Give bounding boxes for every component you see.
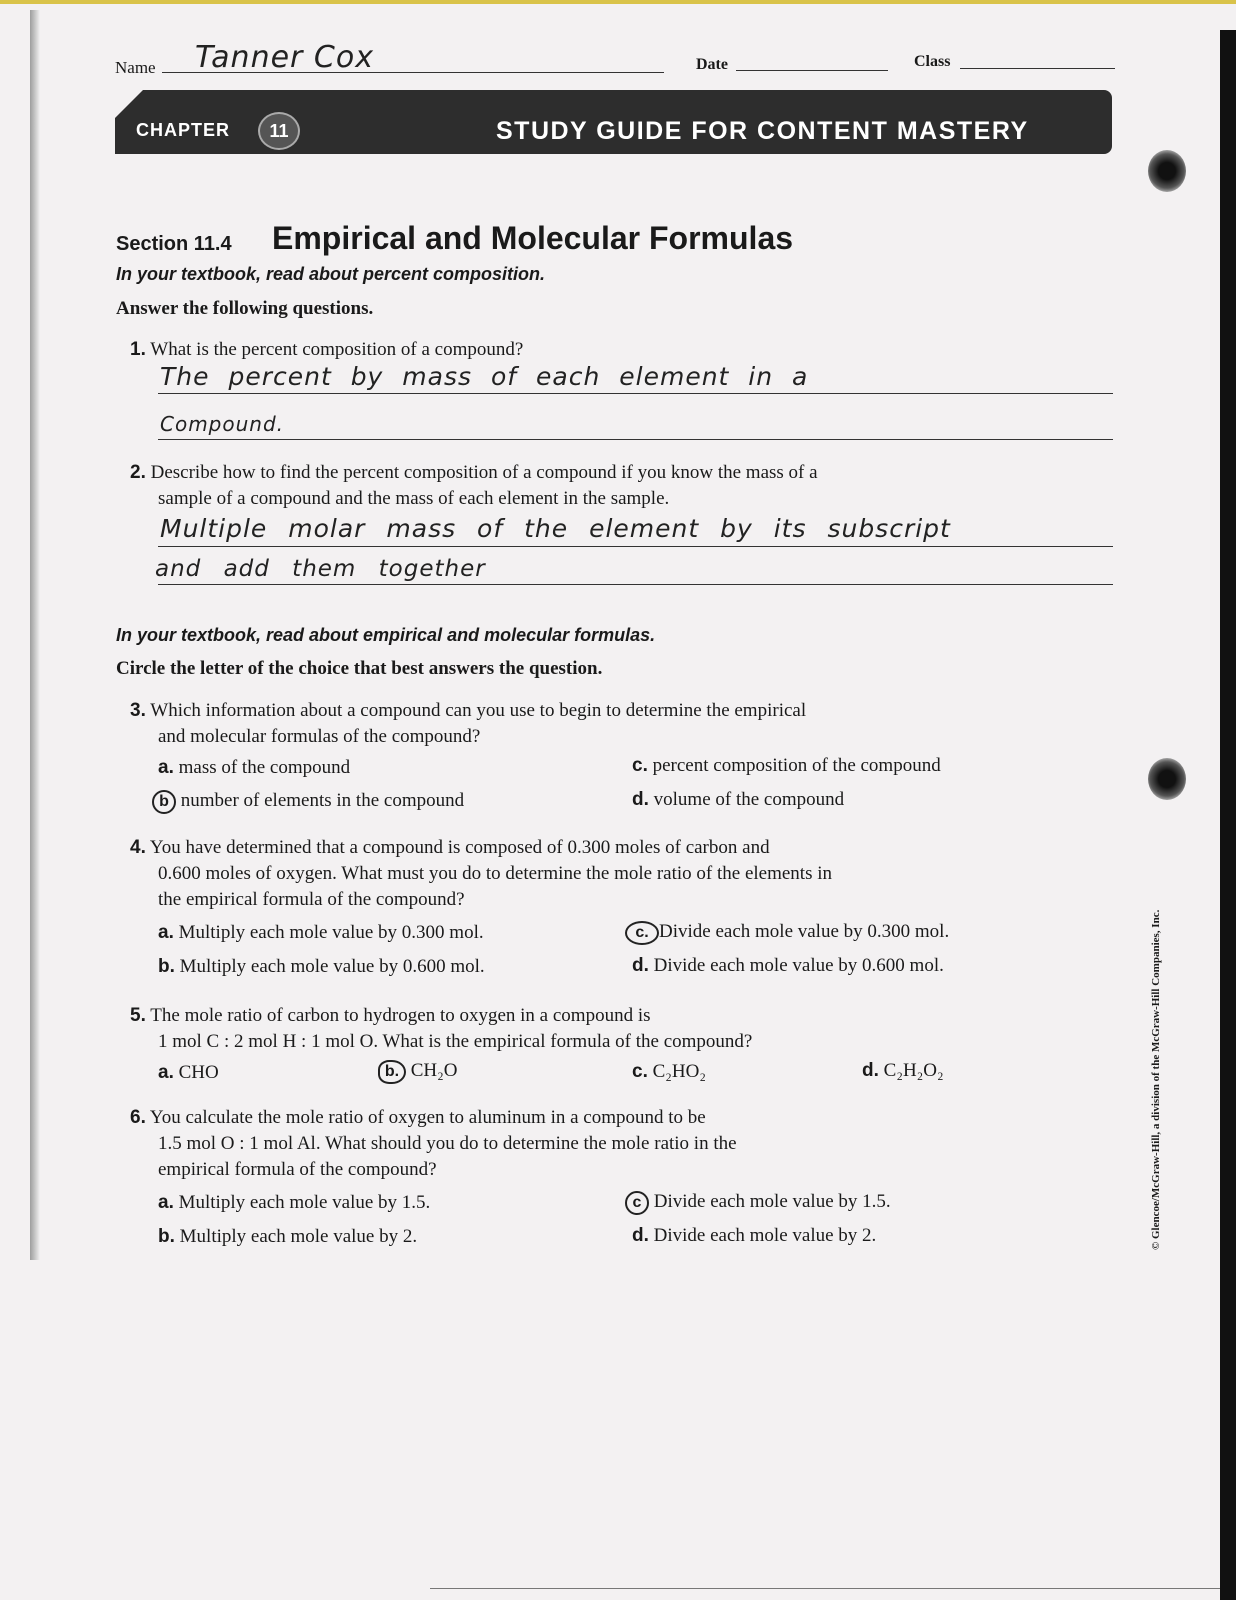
question-text: 1.5 mol O : 1 mol Al. What should you do to determine the mole ratio in the bbox=[158, 1133, 737, 1154]
scan-top-edge bbox=[0, 0, 1236, 4]
question-3 bbox=[130, 698, 806, 750]
instruction-circle: Circle the letter of the choice that best answers the question. bbox=[116, 658, 603, 679]
question-text: The mole ratio of carbon to hydrogen to oxygen in a compound is bbox=[150, 1005, 651, 1026]
option-6a[interactable]: a. Multiply each mole value by 1.5. bbox=[158, 1192, 431, 1213]
question-number: 1. bbox=[130, 339, 146, 360]
class-label: Class bbox=[914, 53, 951, 70]
section-title: Empirical and Molecular Formulas bbox=[272, 220, 794, 256]
answer-line bbox=[158, 545, 1113, 547]
question-text: 1 mol C : 2 mol H : 1 mol O. What is the empirical formula of the compound? bbox=[158, 1031, 753, 1052]
option-3d[interactable]: d. volume of the compound bbox=[632, 789, 845, 810]
section-number: Section 11.4 bbox=[116, 233, 232, 255]
class-line bbox=[960, 66, 1115, 69]
banner-title: STUDY GUIDE FOR CONTENT MASTERY bbox=[496, 117, 1029, 145]
question-text: You calculate the mole ratio of oxygen to aluminum in a compound to be bbox=[149, 1107, 706, 1128]
option-4b[interactable]: b. Multiply each mole value by 0.600 mol. bbox=[158, 956, 485, 977]
question-6 bbox=[130, 1105, 737, 1183]
date-line bbox=[736, 68, 888, 71]
option-5c[interactable]: c. C₂HO₂ bbox=[632, 1061, 706, 1082]
selected-circle: b. bbox=[378, 1060, 406, 1084]
name-handwritten: Tanner Cox bbox=[195, 40, 374, 75]
punch-hole-top bbox=[1148, 150, 1186, 192]
selected-circle: c bbox=[625, 1191, 649, 1215]
option-4c-selected[interactable]: c. Divide each mole value by 0.300 mol. bbox=[625, 921, 949, 945]
question-2 bbox=[130, 460, 818, 512]
question-text: You have determined that a compound is composed of 0.300 moles of carbon and bbox=[149, 837, 770, 858]
option-5b-selected[interactable]: b. CH₂O bbox=[378, 1060, 458, 1084]
instruction-answer: Answer the following questions. bbox=[116, 298, 374, 319]
punch-hole-middle bbox=[1148, 758, 1186, 800]
answer-1-line-1: The percent by mass of each element in a bbox=[160, 362, 809, 391]
question-5 bbox=[130, 1003, 752, 1055]
answer-2-line-1: Multiple molar mass of the element by its subscript bbox=[160, 514, 951, 543]
answer-line bbox=[158, 583, 1113, 585]
chapter-label: CHAPTER bbox=[136, 120, 231, 140]
option-6d[interactable]: d. Divide each mole value by 2. bbox=[632, 1225, 877, 1246]
answer-1-line-2: Compound. bbox=[160, 412, 285, 436]
date-label: Date bbox=[696, 56, 728, 73]
question-number: 2. bbox=[130, 462, 146, 483]
scan-left-shadow bbox=[30, 10, 40, 1260]
bottom-rule bbox=[430, 1588, 1220, 1589]
option-6c-selected[interactable]: c Divide each mole value by 1.5. bbox=[625, 1191, 891, 1215]
question-text: What is the percent composition of a compound? bbox=[150, 339, 524, 360]
question-text: the empirical formula of the compound? bbox=[158, 889, 465, 910]
question-number: 6. bbox=[130, 1107, 146, 1128]
option-5a[interactable]: a. CHO bbox=[158, 1062, 219, 1083]
question-number: 3. bbox=[130, 700, 146, 721]
question-number: 5. bbox=[130, 1005, 146, 1026]
question-1 bbox=[130, 337, 523, 363]
answer-2-line-2: and add them together bbox=[155, 556, 486, 582]
option-3a[interactable]: a. mass of the compound bbox=[158, 757, 351, 778]
selected-circle: c. bbox=[625, 921, 659, 945]
option-4d[interactable]: d. Divide each mole value by 0.600 mol. bbox=[632, 955, 944, 976]
answer-line bbox=[158, 438, 1113, 440]
question-4 bbox=[130, 835, 832, 913]
instruction-read-empirical: In your textbook, read about empirical and molecular formulas. bbox=[116, 625, 656, 645]
name-label: Name bbox=[115, 58, 156, 77]
option-4a[interactable]: a. Multiply each mole value by 0.300 mol. bbox=[158, 922, 484, 943]
question-text: 0.600 moles of oxygen. What must you do to determine the mole ratio of the elements in bbox=[158, 863, 833, 884]
question-text: Which information about a compound can you use to begin to determine the empirical bbox=[150, 700, 807, 721]
question-text: and molecular formulas of the compound? bbox=[158, 726, 481, 747]
question-text: Describe how to find the percent composition of a compound if you know the mass of a bbox=[150, 462, 818, 483]
option-5d[interactable]: d. C₂H₂O₂ bbox=[862, 1060, 944, 1081]
chapter-number-badge: 11 bbox=[258, 112, 300, 150]
scan-right-edge bbox=[1220, 30, 1236, 1600]
selected-circle: b bbox=[152, 790, 176, 814]
answer-line bbox=[158, 392, 1113, 394]
instruction-read-percent: In your textbook, read about percent composition. bbox=[116, 264, 546, 284]
question-text: sample of a compound and the mass of each element in the sample. bbox=[158, 488, 670, 509]
option-3b-selected[interactable]: b number of elements in the compound bbox=[152, 790, 464, 814]
question-number: 4. bbox=[130, 837, 146, 858]
option-6b[interactable]: b. Multiply each mole value by 2. bbox=[158, 1226, 418, 1247]
option-3c[interactable]: c. percent composition of the compound bbox=[632, 755, 941, 776]
question-text: empirical formula of the compound? bbox=[158, 1159, 437, 1180]
copyright-notice: © Glencoe/McGraw-Hill, a division of the McGraw-Hill Companies, Inc. bbox=[1150, 909, 1162, 1250]
